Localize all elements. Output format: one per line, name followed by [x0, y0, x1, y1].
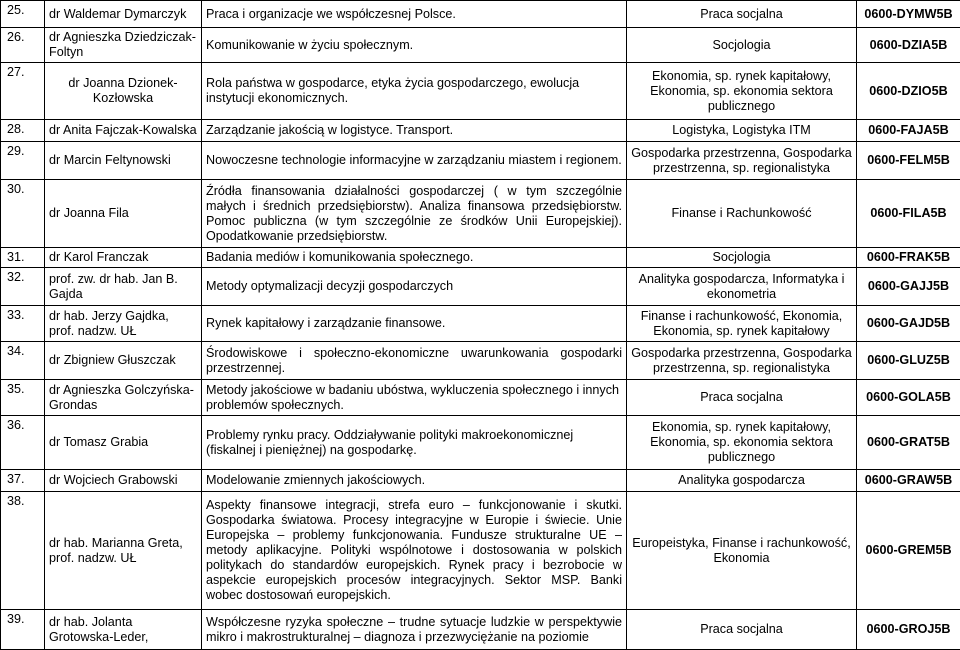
row-number: 31.	[1, 248, 45, 268]
topic-cell: Rola państwa w gospodarce, etyka życia gospodarczego, ewolucja instytucji ekonomicznych.	[202, 63, 627, 120]
table-row	[1, 142, 960, 180]
topic-cell: Problemy rynku pracy. Oddziaływanie polityki makroekonomicznej (fiskalnej i pieniężnej) na gospodarkę.	[202, 416, 627, 470]
topic-cell: Środowiskowe i społeczno-ekonomiczne uwarunkowania gospodarki przestrzennej.	[202, 342, 627, 380]
table-row	[1, 120, 960, 142]
table-row	[1, 180, 960, 248]
topic-cell: Metody jakościowe w badaniu ubóstwa, wykluczenia społecznego i innych problemów społecznych.	[202, 380, 627, 416]
table-row	[1, 416, 960, 470]
row-number: 39.	[1, 610, 45, 650]
course-code: 0600-GLUZ5B	[857, 342, 960, 380]
instructor-cell: prof. zw. dr hab. Jan B. Gajda	[45, 268, 202, 306]
table-row	[1, 380, 960, 416]
instructor-cell: dr Marcin Feltynowski	[45, 142, 202, 180]
row-number: 38.	[1, 492, 45, 610]
field-cell: Finanse i Rachunkowość	[627, 180, 857, 248]
field-cell: Gospodarka przestrzenna, Gospodarka przestrzenna, sp. regionalistyka	[627, 342, 857, 380]
topic-cell: Współczesne ryzyka społeczne – trudne sytuacje ludzkie w perspektywie mikro i makrostrukturalnej – diagnoza i przezwyciężanie na poziomie	[202, 610, 627, 650]
field-cell: Logistyka, Logistyka ITM	[627, 120, 857, 142]
course-code: 0600-GOLA5B	[857, 380, 960, 416]
course-code: 0600-FILA5B	[857, 180, 960, 248]
topic-cell: Aspekty finansowe integracji, strefa euro – funkcjonowanie i skutki. Gospodarka światowa. Procesy integracyjne w Europie i świecie. Unie Europejska – problemy funkcjonowania. Fundusze strukturalne UE – metody aplikacyjne. Polityki wspólnotowe i dostosowania w polskich politykach do standardów europejskich. Rynek pracy i bezrobocie w aspekcie europejskich procesów integracyjnych. Sektor MSP. Banki wobec dostosowań europejskich.	[202, 492, 627, 610]
topic-cell: Praca i organizacje we współczesnej Polsce.	[202, 1, 627, 28]
field-cell: Ekonomia, sp. rynek kapitałowy, Ekonomia, sp. ekonomia sektora publicznego	[627, 416, 857, 470]
table-row	[1, 63, 960, 120]
field-cell: Europeistyka, Finanse i rachunkowość, Ekonomia	[627, 492, 857, 610]
instructor-cell: dr Tomasz Grabia	[45, 416, 202, 470]
row-number: 35.	[1, 380, 45, 416]
instructor-cell: dr Joanna Fila	[45, 180, 202, 248]
field-cell: Gospodarka przestrzenna, Gospodarka przestrzenna, sp. regionalistyka	[627, 142, 857, 180]
table-row	[1, 306, 960, 342]
table-row	[1, 610, 960, 650]
instructor-cell: dr hab. Jerzy Gajdka, prof. nadzw. UŁ	[45, 306, 202, 342]
instructor-cell: dr Agnieszka Golczyńska-Grondas	[45, 380, 202, 416]
row-number: 36.	[1, 416, 45, 470]
row-number: 28.	[1, 120, 45, 142]
instructor-cell: dr Joanna Dzionek-Kozłowska	[45, 63, 202, 120]
course-code: 0600-FELM5B	[857, 142, 960, 180]
table-row	[1, 28, 960, 63]
field-cell: Analityka gospodarcza, Informatyka i ekonometria	[627, 268, 857, 306]
row-number: 26.	[1, 28, 45, 63]
table-row	[1, 492, 960, 610]
field-cell: Socjologia	[627, 28, 857, 63]
field-cell: Finanse i rachunkowość, Ekonomia, Ekonomia, sp. rynek kapitałowy	[627, 306, 857, 342]
topic-cell: Komunikowanie w życiu społecznym.	[202, 28, 627, 63]
topic-cell: Źródła finansowania działalności gospodarczej ( w tym szczególnie małych i średnich przedsiębiorstw). Analiza finansowa przedsiębiorstw. Pomoc publiczna (w tym szczególnie ze środków Unii Europejskiej). Opodatkowanie przedsiębiorstw.	[202, 180, 627, 248]
course-code: 0600-DYMW5B	[857, 1, 960, 28]
table-row	[1, 470, 960, 492]
instructor-cell: dr Agnieszka Dziedziczak-Foltyn	[45, 28, 202, 63]
row-number: 25.	[1, 1, 45, 28]
field-cell: Socjologia	[627, 248, 857, 268]
table-row	[1, 1, 960, 28]
field-cell: Analityka gospodarcza	[627, 470, 857, 492]
topic-cell: Rynek kapitałowy i zarządzanie finansowe.	[202, 306, 627, 342]
field-cell: Praca socjalna	[627, 1, 857, 28]
field-cell: Praca socjalna	[627, 610, 857, 650]
row-number: 33.	[1, 306, 45, 342]
topic-cell: Badania mediów i komunikowania społecznego.	[202, 248, 627, 268]
course-code: 0600-FAJA5B	[857, 120, 960, 142]
instructor-cell: dr Anita Fajczak-Kowalska	[45, 120, 202, 142]
row-number: 29.	[1, 142, 45, 180]
topic-cell: Zarządzanie jakością w logistyce. Transport.	[202, 120, 627, 142]
course-code: 0600-GAJJ5B	[857, 268, 960, 306]
course-code: 0600-GRAT5B	[857, 416, 960, 470]
course-code: 0600-FRAK5B	[857, 248, 960, 268]
course-code: 0600-DZIA5B	[857, 28, 960, 63]
instructor-cell: dr hab. Jolanta Grotowska-Leder,	[45, 610, 202, 650]
row-number: 34.	[1, 342, 45, 380]
instructor-cell: dr Zbigniew Głuszczak	[45, 342, 202, 380]
topic-cell: Metody optymalizacji decyzji gospodarczych	[202, 268, 627, 306]
topic-cell: Nowoczesne technologie informacyjne w zarządzaniu miastem i regionem.	[202, 142, 627, 180]
row-number: 30.	[1, 180, 45, 248]
table-row	[1, 342, 960, 380]
course-code: 0600-GAJD5B	[857, 306, 960, 342]
course-code: 0600-GROJ5B	[857, 610, 960, 650]
course-code: 0600-DZIO5B	[857, 63, 960, 120]
row-number: 27.	[1, 63, 45, 120]
table-row	[1, 268, 960, 306]
instructor-cell: dr Waldemar Dymarczyk	[45, 1, 202, 28]
topic-cell: Modelowanie zmiennych jakościowych.	[202, 470, 627, 492]
row-number: 37.	[1, 470, 45, 492]
field-cell: Ekonomia, sp. rynek kapitałowy, Ekonomia, sp. ekonomia sektora publicznego	[627, 63, 857, 120]
instructor-cell: dr Karol Franczak	[45, 248, 202, 268]
field-cell: Praca socjalna	[627, 380, 857, 416]
instructor-cell: dr hab. Marianna Greta, prof. nadzw. UŁ	[45, 492, 202, 610]
table-row	[1, 248, 960, 268]
instructor-cell: dr Wojciech Grabowski	[45, 470, 202, 492]
course-code: 0600-GREM5B	[857, 492, 960, 610]
row-number: 32.	[1, 268, 45, 306]
course-code: 0600-GRAW5B	[857, 470, 960, 492]
